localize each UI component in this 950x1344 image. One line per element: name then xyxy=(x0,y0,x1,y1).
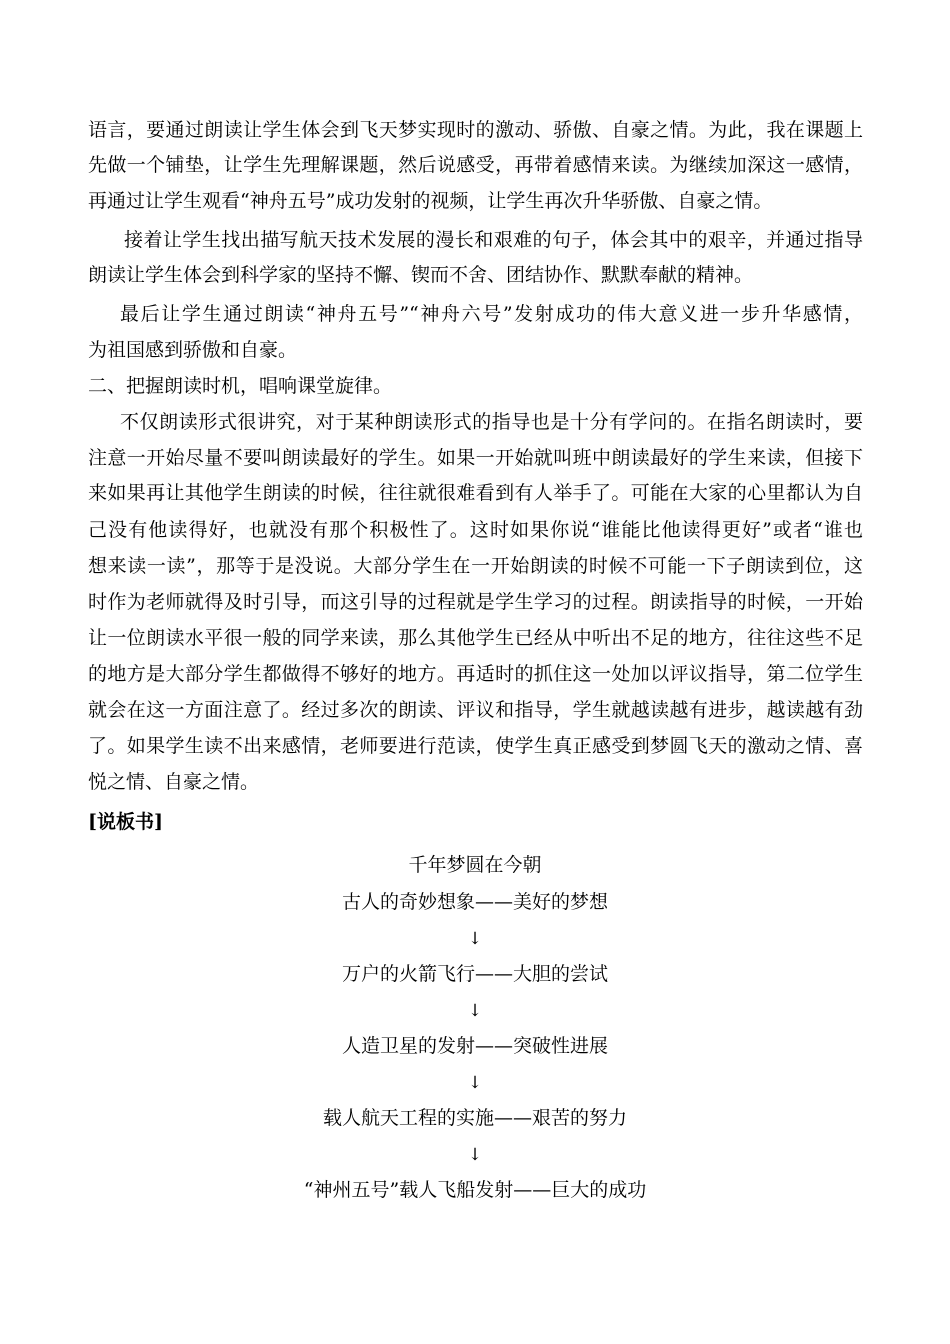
down-arrow-icon: ↓ xyxy=(467,929,483,949)
down-arrow-icon: ↓ xyxy=(467,1073,483,1093)
paragraph-line: 让一位朗读水平很一般的同学来读，那么其他学生已经从中听出不足的地方，往往这些不足 xyxy=(88,627,863,649)
paragraph-line: 语言，要通过朗读让学生体会到飞天梦实现时的激动、骄傲、自豪之情。为此，我在课题上 xyxy=(88,119,863,141)
down-arrow-icon: ↓ xyxy=(467,1145,483,1165)
board-step: 载人航天工程的实施——艰苦的努力 xyxy=(322,1107,627,1129)
paragraph-line: 为祖国感到骄傲和自豪。 xyxy=(88,339,298,361)
paragraph-line: 注意一开始尽量不要叫朗读最好的学生。如果一开始就叫班中朗读最好的学生来读，但接下 xyxy=(88,447,863,469)
paragraph-line: 己没有他读得好，也就没有那个积极性了。这时如果你说“谁能比他读得更好”或者“谁也 xyxy=(88,519,863,541)
paragraph-line: 来如果再让其他学生朗读的时候，往往就很难看到有人举手了。可能在大家的心里都认为自 xyxy=(88,482,863,504)
paragraph-line: 的地方是大部分学生都做得不够好的地方。再适时的抓住这一处加以评议指导，第二位学生 xyxy=(88,663,863,685)
paragraph-line: 想来读一读”，那等于是没说。大部分学生在一开始朗读的时候不可能一下子朗读到位，这 xyxy=(88,555,863,577)
board-step: 人造卫星的发射——突破性进展 xyxy=(341,1035,608,1057)
paragraph-line: 悦之情、自豪之情。 xyxy=(88,771,260,793)
paragraph-line: 再通过让学生观看“神舟五号”成功发射的视频，让学生再次升华骄傲、自豪之情。 xyxy=(88,190,773,212)
paragraph-line: 了。如果学生读不出来感情，老师要进行范读，使学生真正感受到梦圆飞天的激动之情、喜 xyxy=(88,735,863,757)
board-heading: [说板书] xyxy=(88,811,163,833)
paragraph-line: 就会在这一方面注意了。经过多次的朗读、评议和指导，学生就越读越有进步，越读越有劲 xyxy=(88,699,863,721)
board-step: 万户的火箭飞行——大胆的尝试 xyxy=(341,963,608,985)
board-title: 千年梦圆在今朝 xyxy=(408,854,542,876)
paragraph-line: 不仅朗读形式很讲究，对于某种朗读形式的指导也是十分有学问的。在指名朗读时，要 xyxy=(120,411,863,433)
paragraph-line: 最后让学生通过朗读“神舟五号”“神舟六号”发射成功的伟大意义进一步升华感情， xyxy=(120,303,863,325)
paragraph-line: 时作为老师就得及时引导，而这引导的过程就是学生学习的过程。朗读指导的时候，一开始 xyxy=(88,591,863,613)
paragraph-line: 先做一个铺垫，让学生先理解课题，然后说感受，再带着感情来读。为继续加深这一感情， xyxy=(88,154,863,176)
down-arrow-icon: ↓ xyxy=(467,1001,483,1021)
section-heading: 二、把握朗读时机，唱响课堂旋律。 xyxy=(88,375,393,397)
board-step: 古人的奇妙想象——美好的梦想 xyxy=(341,891,608,913)
paragraph-line: 朗读让学生体会到科学家的坚持不懈、锲而不舍、团结协作、默默奉献的精神。 xyxy=(88,264,754,286)
board-step: “神州五号”载人飞船发射——巨大的成功 xyxy=(303,1179,647,1201)
paragraph-line: 接着让学生找出描写航天技术发展的漫长和艰难的句子，体会其中的艰辛，并通过指导 xyxy=(124,229,863,251)
